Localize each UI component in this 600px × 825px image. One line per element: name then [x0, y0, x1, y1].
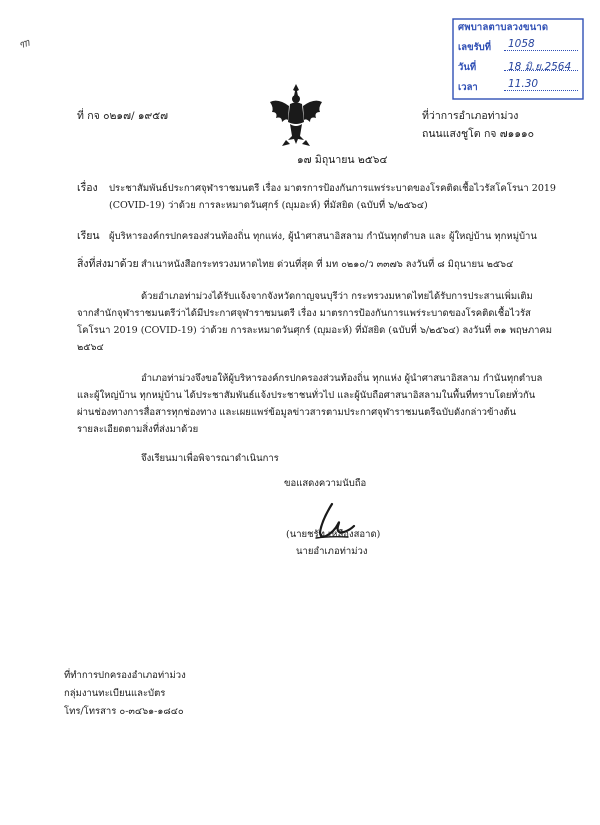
signer-position: นายอำเภอท่าม่วง [296, 546, 368, 557]
subject-line1: ประชาสัมพันธ์ประกาศจุฬาราชมนตรี เรื่อง มาตรการป้องกันการแพร่ระบาดของโรคติดเชื้อไวรัสโคโรนา 2019 [109, 183, 556, 194]
reference-number: ที่ กจ ๐๒๑๗/ ๑๙๕๗ [77, 110, 169, 122]
body-paragraph2-line1: อำเภอท่าม่วงจึงขอให้ผู้บริหารองค์กรปกครองส่วนท้องถิ่น ทุกแห่ง ผู้นำศาสนาอิสลาม กำนันทุกตำบล [141, 373, 543, 384]
subject-line2: (COVID-19) ว่าด้วย การละหมาดวันศุกร์ (ญุมอะห์) ที่มัสยิด (ฉบับที่ ๖/๒๕๖๔) [109, 200, 428, 211]
stamp-row-date-label: วันที่ [458, 62, 477, 73]
subject-label: เรื่อง [77, 182, 98, 194]
footer-phone: โทร/โทรสาร ๐-๓๔๖๑-๑๘๔๐ [64, 706, 184, 717]
stamp-row-date-value: 18 มิ.ย.2564 [504, 58, 578, 71]
body-paragraph2-line4: รายละเอียดตามสิ่งที่ส่งมาด้วย [77, 424, 199, 435]
stamp-title: ศพบาลตาบลวงขนาด [458, 22, 549, 33]
body-paragraph1-line4: ๒๕๖๔ [77, 342, 104, 353]
stamp-row-time [458, 80, 478, 95]
body-paragraph1-line3: โคโรนา 2019 (COVID-19) ว่าด้วย การละหมาดวันศุกร์ (ญุมอะห์) ที่มัสยิด (ฉบับที่ ๖/๒๕๖๔) ลงวันที่ ๓๑ พฤษภาคม [77, 325, 553, 336]
enclosure-label: สิ่งที่ส่งมาด้วย [77, 258, 139, 270]
body-paragraph2-line2: และผู้ใหญ่บ้าน ทุกหมู่บ้าน ได้ประชาสัมพันธ์แจ้งประชาชนทั่วไป และผู้นับถือศาสนาอิสลามในพื้นที่ทราบโดยทั่วกัน [77, 390, 536, 401]
body-paragraph1-line1: ด้วยอำเภอท่าม่วงได้รับแจ้งจากจังหวัดกาญจนบุรีว่า กระทรวงมหาดไทยได้รับการประสานเพิ่มเติม [141, 291, 533, 302]
receipt-stamp [452, 18, 584, 100]
enclosure-text: สำเนาหนังสือกระทรวงมหาดไทย ด่วนที่สุด ที่ มท ๐๒๑๐/ว ๓๓๗๖ ลงวันที่ ๘ มิถุนายน ๒๕๖๔ [141, 259, 514, 270]
signer-name: (นายชรัท เหลืองสอาด) [286, 529, 381, 540]
stamp-row-number-value: 1058 [504, 38, 578, 51]
footer-department: กลุ่มงานทะเบียนและบัตร [64, 688, 166, 699]
closing-regards: ขอแสดงความนับถือ [284, 478, 367, 489]
stamp-row-time-label: เวลา [458, 82, 478, 93]
document-date: ๑๗ มิถุนายน ๒๕๖๔ [297, 154, 388, 166]
recipient-label: เรียน [77, 230, 100, 242]
body-paragraph3: จึงเรียนมาเพื่อพิจารณาดำเนินการ [141, 453, 279, 464]
office-address-line2: ถนนแสงชูโต กจ ๗๑๑๑๐ [422, 128, 535, 140]
stamp-row-time-value: 11.30 [504, 78, 578, 91]
body-paragraph1-line2: จากสำนักจุฬาราชมนตรีว่าได้มีประกาศจุฬาราชมนตรี เรื่อง มาตรการป้องกันการแพร่ระบาดของโรคติดเชื้อไวรัส [77, 308, 531, 319]
garuda-emblem-icon [268, 82, 324, 148]
stamp-row-date [458, 60, 476, 75]
stamp-row-number-label: เลขรับที่ [458, 42, 491, 53]
handwritten-note: ꦒ [17, 35, 32, 52]
office-address-line1: ที่ว่าการอำเภอท่าม่วง [422, 110, 519, 122]
footer-office: ที่ทำการปกครองอำเภอท่าม่วง [64, 670, 186, 681]
stamp-row-number [458, 40, 491, 55]
recipient-text: ผู้บริหารองค์กรปกครองส่วนท้องถิ่น ทุกแห่ง, ผู้นำศาสนาอิสลาม กำนันทุกตำบล และ ผู้ใหญ่บ้าน ทุกหมู่บ้าน [109, 231, 537, 242]
body-paragraph2-line3: ผ่านช่องทางการสื่อสารทุกช่องทาง และเผยแพร่ข้อมูลข่าวสารตามประกาศจุฬาราชมนตรีฉบับดังกล่าวข้างต้น [77, 407, 517, 418]
